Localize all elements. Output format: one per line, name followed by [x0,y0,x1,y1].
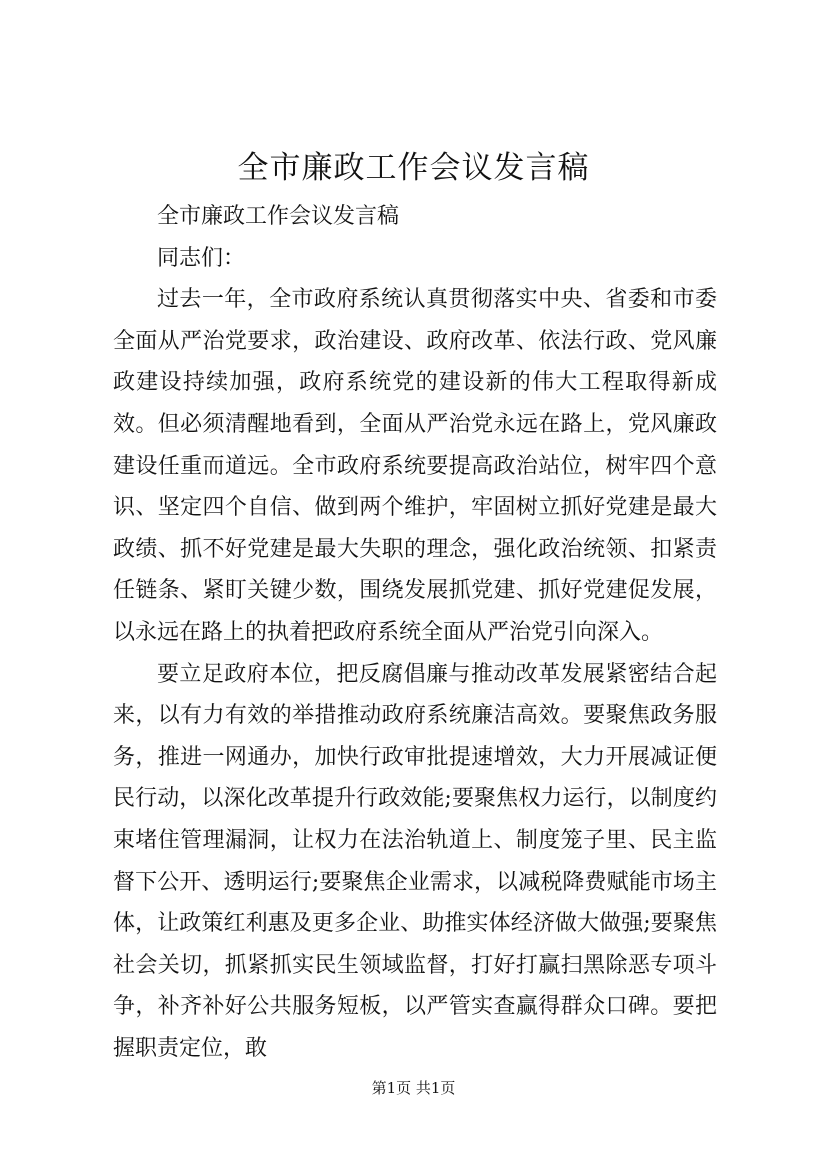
paragraph-salutation: 同志们： [157,245,246,271]
document-body [113,196,717,1069]
paragraph-2: 要立足政府本位，把反腐倡廉与推动改革发展紧密结合起来，以有力有效的举措推动政府系统廉洁高效。要聚焦政务服务，推进一网通办，加快行政审批提速增效，大力开展减证便民行动，以深化改革提升行政效能;要聚焦权力运行，以制度约束堵住管理漏洞，让权力在法治轨道上、制度笼子里、民主监督下公开、透明运行;要聚焦企业需求，以减税降费赋能市场主体，让政策红利惠及更多企业、助推实体经济做大做强;要聚焦社会关切，抓紧抓实民生领域监督，打好打赢扫黑除恶专项斗争，补齐补好公共服务短板，以严管实查赢得群众口碑。要把握职责定位，敢 [113,661,717,1061]
page-footer: 第1页 共1页 [371,1079,456,1097]
paragraph-subtitle: 全市廉政工作会议发言稿 [157,204,400,229]
paragraph-1: 过去一年，全市政府系统认真贯彻落实中央、省委和市委全面从严治党要求，政治建设、政府改革、依法行政、党风廉政建设持续加强，政府系统党的建设新的伟大工程取得新成效。但必须清醒地看到，全面从严治党永远在路上，党风廉政建设任重而道远。全市政府系统要提高政治站位，树牢四个意识、坚定四个自信、做到两个维护，牢固树立抓好党建是最大政绩、抓不好党建是最大失职的理念，强化政治统领、扣紧责任链条、紧盯关键少数，围绕发展抓党建、抓好党建促发展，以永远在路上的执着把政府系统全面从严治党引向深入。 [113,287,717,645]
document-title: 全市廉政工作会议发言稿 [237,150,590,186]
